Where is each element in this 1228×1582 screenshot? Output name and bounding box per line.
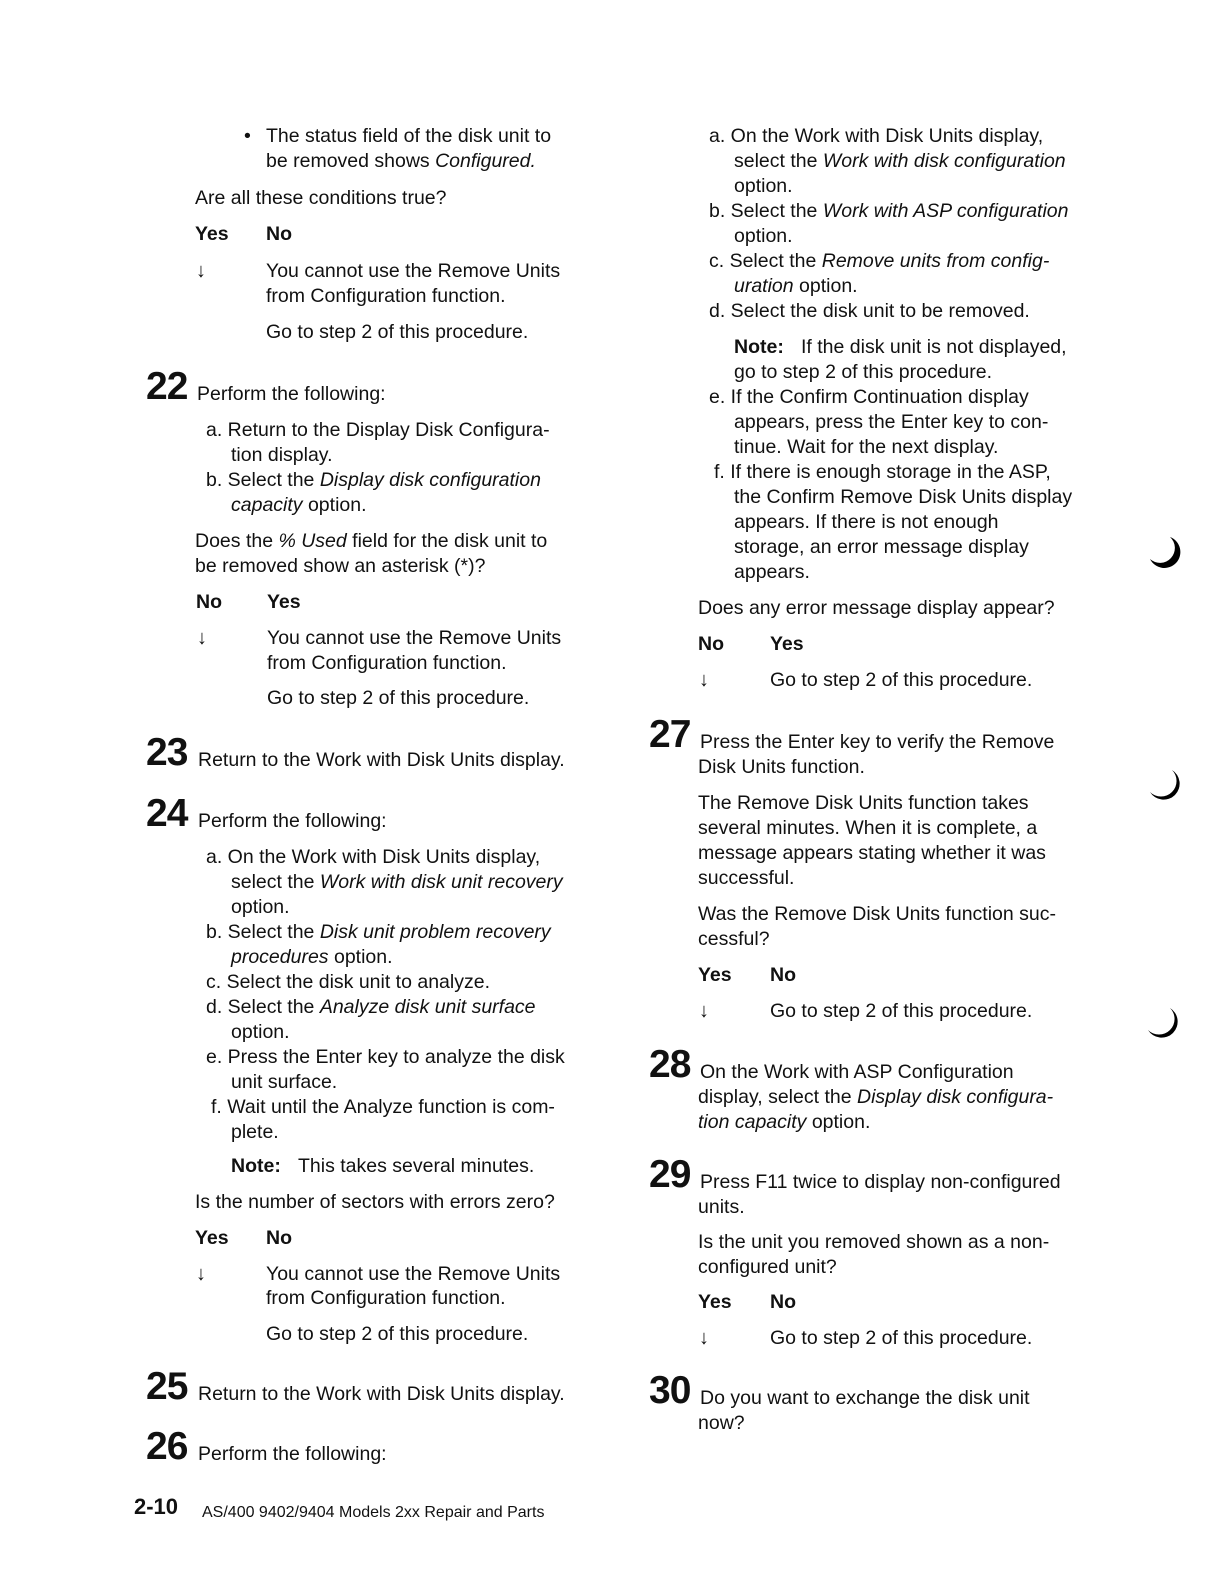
- question: configured unit?: [698, 1256, 837, 1278]
- text-line: Go to step 2 of this procedure.: [770, 1000, 1033, 1022]
- answer-no-label: No: [770, 964, 796, 986]
- question: Is the unit you removed shown as a non-: [698, 1231, 1050, 1253]
- answer-no-label: No: [196, 591, 222, 613]
- binder-hole-icon: [1144, 1006, 1184, 1046]
- step-text: tion capacity option.: [698, 1111, 871, 1133]
- step-number: 23: [146, 731, 188, 774]
- step-text: On the Work with ASP Configuration: [700, 1061, 1014, 1083]
- question: Was the Remove Disk Units function suc-: [698, 903, 1056, 925]
- text-line: procedures option.: [231, 946, 393, 968]
- step-number: 29: [649, 1153, 691, 1196]
- question: Are all these conditions true?: [195, 187, 447, 209]
- text-line: be removed shows Configured.: [266, 150, 536, 172]
- answer-yes-label: Yes: [267, 591, 301, 613]
- question: cessful?: [698, 928, 770, 950]
- text-line: storage, an error message display: [734, 536, 1029, 558]
- note-text: This takes several minutes.: [298, 1155, 535, 1177]
- text-line: from Configuration function.: [267, 652, 507, 674]
- text-line: You cannot use the Remove Units: [267, 627, 562, 649]
- step-number: 27: [649, 713, 691, 756]
- text-line: plete.: [231, 1121, 279, 1143]
- text-line: b. Select the Display disk configuration: [206, 469, 541, 491]
- step-text: Disk Units function.: [698, 756, 865, 778]
- binder-hole-icon: [1146, 768, 1186, 808]
- step-text: Press the Enter key to verify the Remove: [700, 731, 1055, 753]
- step-text: Return to the Work with Disk Units display.: [198, 749, 565, 771]
- step-number: 26: [146, 1425, 188, 1468]
- footer-title: AS/400 9402/9404 Models 2xx Repair and Parts: [202, 1504, 545, 1521]
- text-line: select the Work with disk unit recovery: [231, 871, 563, 893]
- note-label: Note:: [231, 1155, 281, 1177]
- step-text: Do you want to exchange the disk unit: [700, 1387, 1030, 1409]
- answer-no-label: No: [266, 223, 292, 245]
- text-line: e. Press the Enter key to analyze the disk: [206, 1046, 565, 1068]
- step-number: 25: [146, 1365, 188, 1408]
- text-line: d. Select the disk unit to be removed.: [709, 300, 1030, 322]
- text-line: You cannot use the Remove Units: [266, 1263, 561, 1285]
- step-text: display, select the Display disk configura-: [698, 1086, 1054, 1108]
- text-line: a. Return to the Display Disk Configura-: [206, 419, 550, 441]
- step-text: units.: [698, 1196, 745, 1218]
- question: be removed show an asterisk (*)?: [195, 555, 486, 577]
- answer-yes-label: Yes: [195, 1227, 229, 1249]
- text-line: from Configuration function.: [266, 285, 506, 307]
- text-line: tion display.: [231, 444, 333, 466]
- down-arrow-icon: ↓: [699, 1000, 709, 1022]
- binder-hole-icon: [1142, 1376, 1182, 1416]
- text-line: e. If the Confirm Continuation display: [709, 386, 1029, 408]
- text-line: b. Select the Disk unit problem recovery: [206, 921, 551, 943]
- answer-yes-label: Yes: [698, 1291, 732, 1313]
- answer-yes-label: Yes: [195, 223, 229, 245]
- text-line: tinue. Wait for the next display.: [734, 436, 999, 458]
- note-label: Note:: [734, 336, 784, 358]
- step-text: Perform the following:: [198, 1443, 387, 1465]
- text-line: The Remove Disk Units function takes: [698, 792, 1029, 814]
- down-arrow-icon: ↓: [196, 1263, 206, 1285]
- text-line: f. Wait until the Analyze function is com-: [211, 1096, 555, 1118]
- text-line: d. Select the Analyze disk unit surface: [206, 996, 536, 1018]
- text-line: message appears stating whether it was: [698, 842, 1046, 864]
- step-text: Perform the following:: [197, 383, 386, 405]
- step-text: Return to the Work with Disk Units display.: [198, 1383, 565, 1405]
- text-line: option.: [734, 225, 793, 247]
- bullet: •: [244, 125, 251, 147]
- text-line: unit surface.: [231, 1071, 338, 1093]
- text-line: a. On the Work with Disk Units display,: [206, 846, 541, 868]
- answer-yes-label: Yes: [698, 964, 732, 986]
- text-line: option.: [734, 175, 793, 197]
- text-line: You cannot use the Remove Units: [266, 260, 561, 282]
- question: Does the % Used field for the disk unit to: [195, 530, 548, 552]
- text-line: option.: [231, 896, 290, 918]
- text-line: b. Select the Work with ASP configuration: [709, 200, 1069, 222]
- text-line: from Configuration function.: [266, 1287, 506, 1309]
- binder-hole-icon: [1148, 156, 1188, 196]
- step-number: 30: [649, 1369, 691, 1412]
- text-line: Go to step 2 of this procedure.: [266, 321, 529, 343]
- text-line: appears, press the Enter key to con-: [734, 411, 1049, 433]
- answer-no-label: No: [770, 1291, 796, 1313]
- answer-no-label: No: [266, 1227, 292, 1249]
- binder-hole-icon: [1146, 535, 1186, 575]
- text-line: the Confirm Remove Disk Units display: [734, 486, 1073, 508]
- question: Does any error message display appear?: [698, 597, 1055, 619]
- down-arrow-icon: ↓: [699, 1327, 709, 1349]
- step-text: now?: [698, 1412, 745, 1434]
- text-line: a. On the Work with Disk Units display,: [709, 125, 1044, 147]
- text-line: c. Select the disk unit to analyze.: [206, 971, 490, 993]
- step-text: Perform the following:: [198, 810, 387, 832]
- text-line: Go to step 2 of this procedure.: [267, 687, 530, 709]
- down-arrow-icon: ↓: [196, 260, 206, 282]
- answer-no-label: No: [698, 633, 724, 655]
- question: Is the number of sectors with errors zero?: [195, 1191, 555, 1213]
- text-line: Go to step 2 of this procedure.: [770, 669, 1033, 691]
- page-number: 2-10: [134, 1494, 179, 1519]
- text-line: f. If there is enough storage in the ASP,: [714, 461, 1051, 483]
- text-line: uration option.: [734, 275, 858, 297]
- step-number: 24: [146, 792, 188, 835]
- text-line: select the Work with disk configuration: [734, 150, 1066, 172]
- text-line: several minutes. When it is complete, a: [698, 817, 1038, 839]
- note-text: go to step 2 of this procedure.: [734, 361, 992, 383]
- note-text: If the disk unit is not displayed,: [801, 336, 1067, 358]
- step-number: 28: [649, 1043, 691, 1086]
- step-text: Press F11 twice to display non-configured: [700, 1171, 1061, 1193]
- step-number: 22: [146, 365, 188, 408]
- down-arrow-icon: ↓: [197, 627, 207, 649]
- text-line: successful.: [698, 867, 795, 889]
- text-line: appears. If there is not enough: [734, 511, 999, 533]
- down-arrow-icon: ↓: [699, 669, 709, 691]
- text-line: capacity option.: [231, 494, 367, 516]
- text-line: option.: [231, 1021, 290, 1043]
- text-line: c. Select the Remove units from config-: [709, 250, 1050, 272]
- text-line: appears.: [734, 561, 810, 583]
- text-line: Go to step 2 of this procedure.: [770, 1327, 1033, 1349]
- text-line: Go to step 2 of this procedure.: [266, 1323, 529, 1345]
- answer-yes-label: Yes: [770, 633, 804, 655]
- text-line: The status field of the disk unit to: [266, 125, 552, 147]
